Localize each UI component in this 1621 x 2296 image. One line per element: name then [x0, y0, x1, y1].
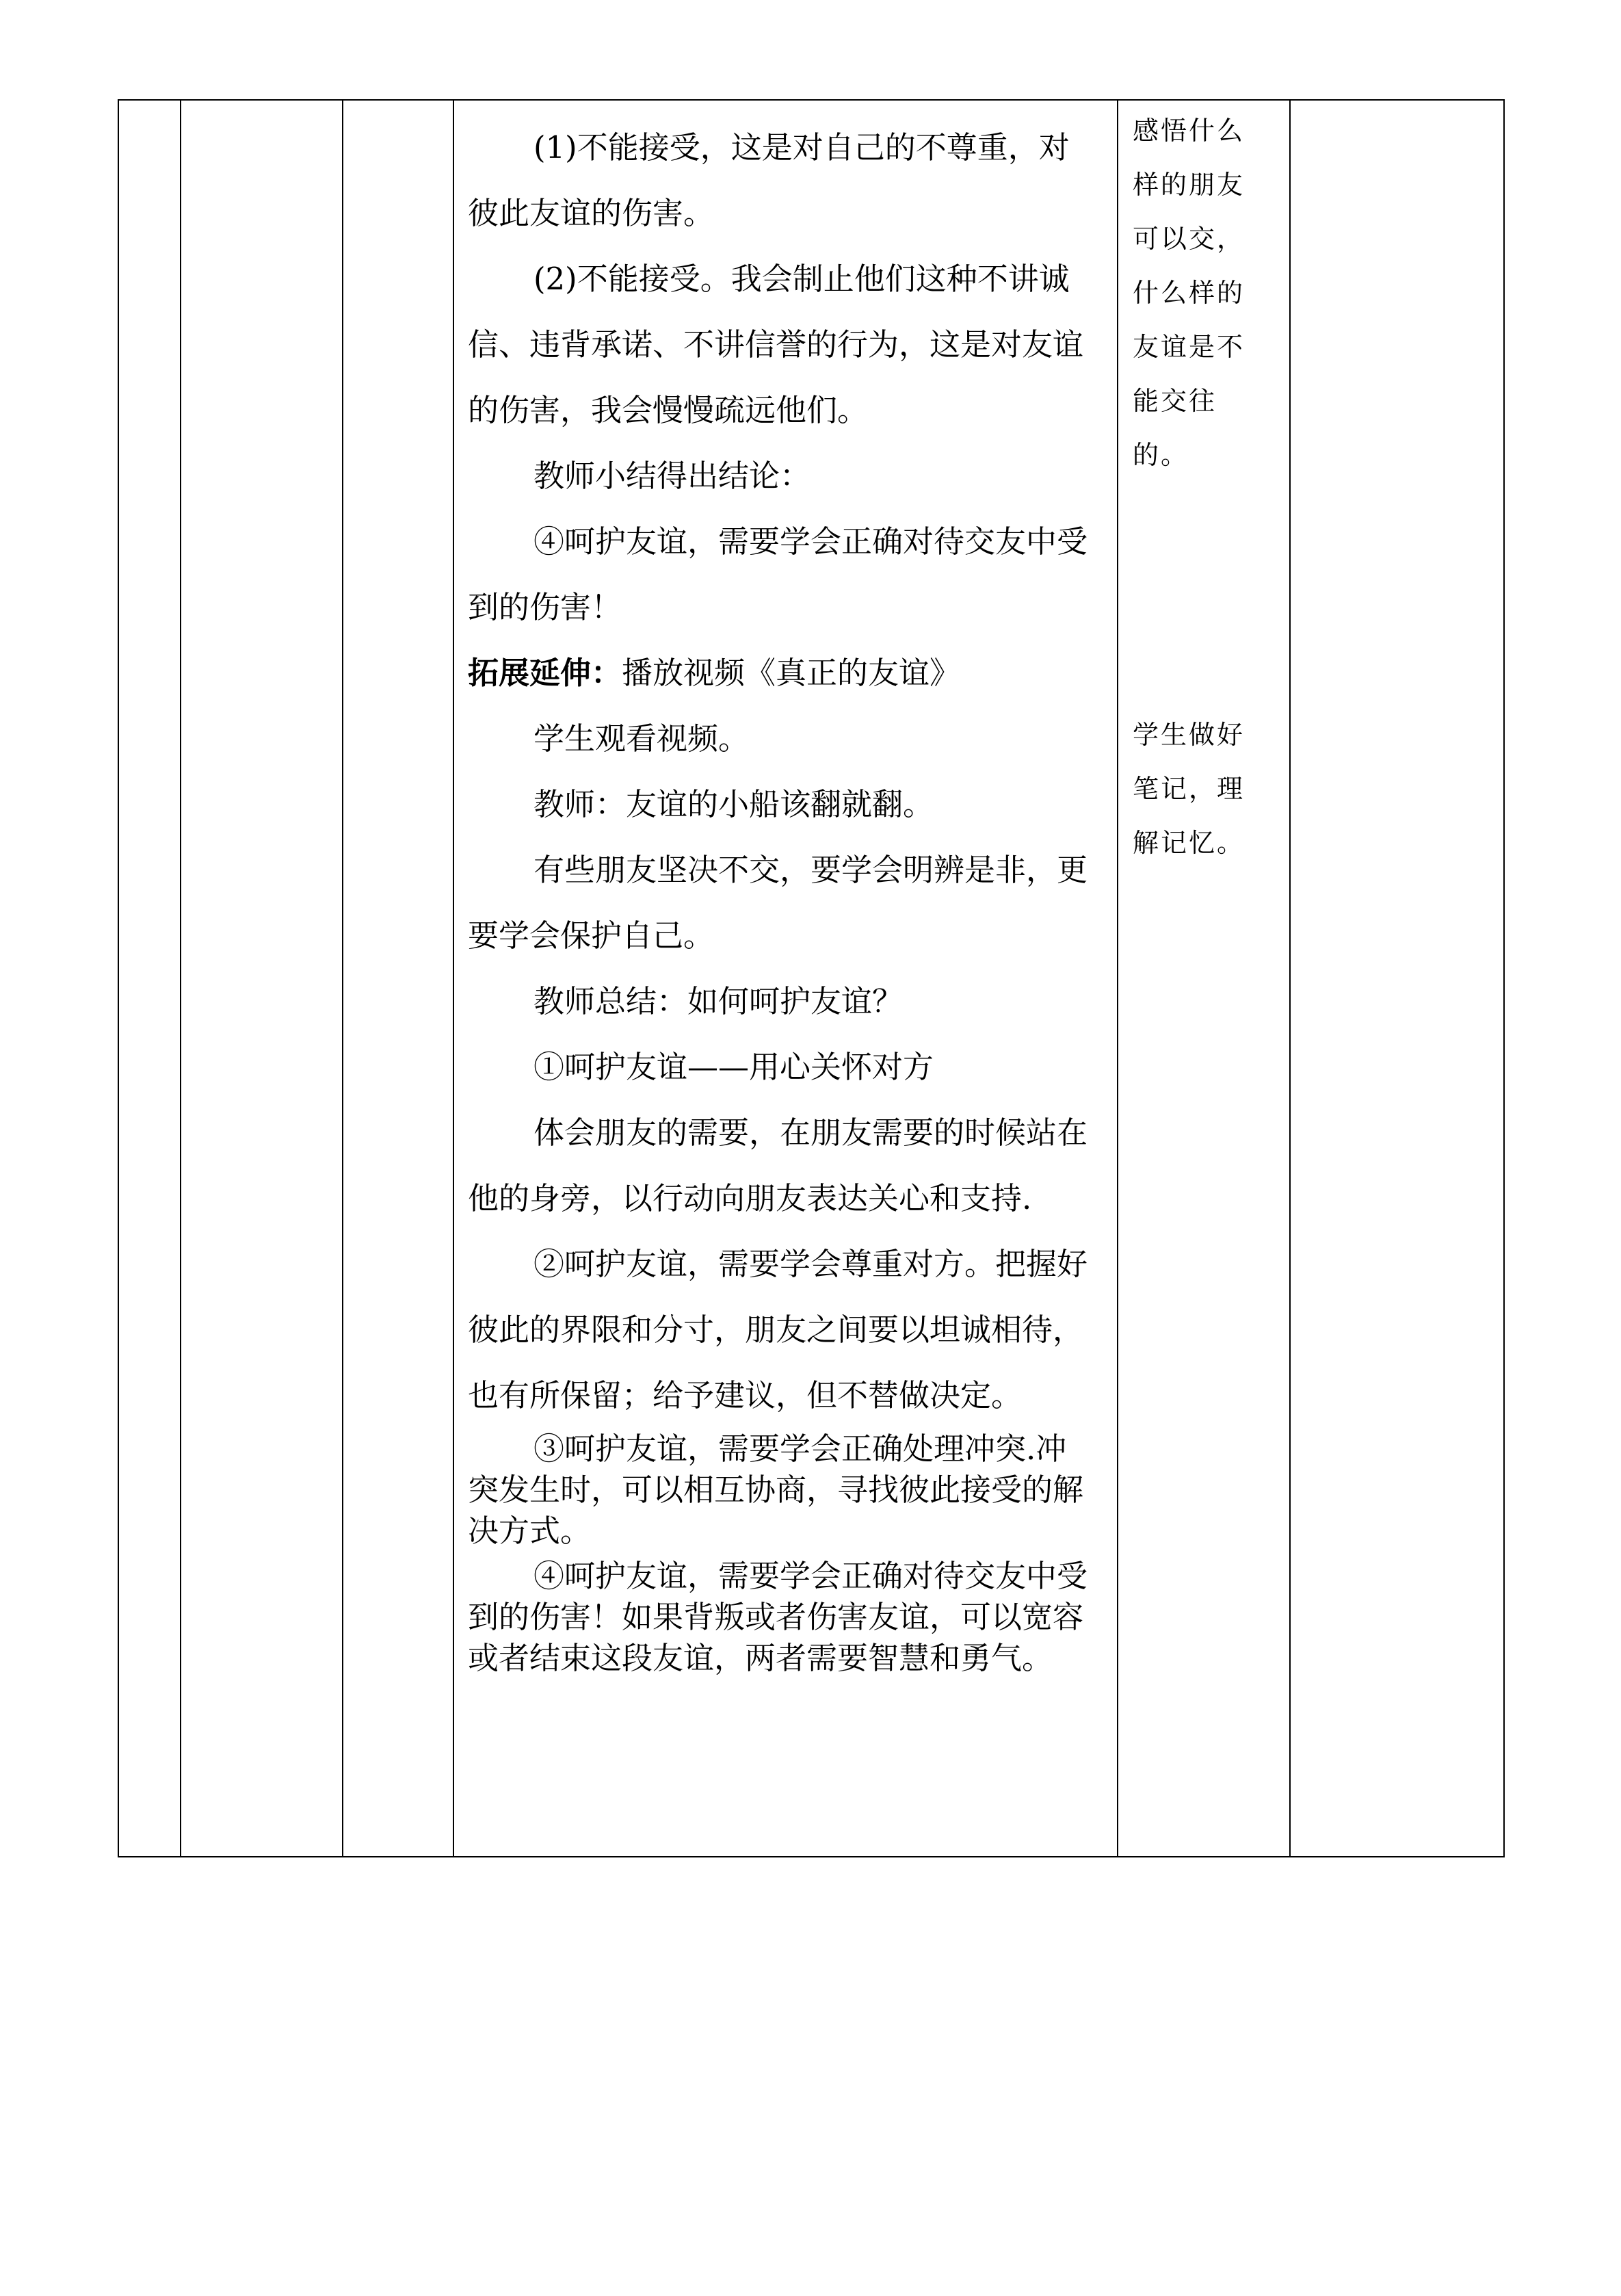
conclusion-point-4: ④呵护友谊，需要学会正确对待交友中受到的伤害！	[468, 523, 1088, 625]
summary-point-3: ③呵护友谊，需要学会正确处理冲突.冲突发生时，可以相互协商，寻找彼此接受的解决方式。	[468, 1431, 1084, 1549]
table-column-divider	[342, 99, 343, 1857]
summary-point-1: ①呵护友谊——用心关怀对方	[533, 1049, 934, 1085]
table-column-divider	[180, 99, 181, 1857]
summary-point-4: ④呵护友谊，需要学会正确对待交友中受到的伤害！如果背叛或者伤害友谊，可以宽容或者结束这段友谊，两者需要智慧和勇气。	[468, 1558, 1088, 1676]
summary-point-2: ②呵护友谊，需要学会尊重对方。把握好彼此的界限和分寸，朋友之间要以坦诚相待，也有所保留；给予建议，但不替做决定。	[468, 1246, 1088, 1413]
student-watch-video: 学生观看视频。	[533, 720, 750, 757]
teacher-remark: 教师：友谊的小船该翻就翻。	[533, 786, 934, 822]
friends-advice: 有些朋友坚决不交，要学会明辨是非，更要学会保护自己。	[468, 852, 1088, 954]
extension-label: 拓展延伸：	[468, 655, 622, 691]
table-column-divider	[1503, 99, 1505, 1857]
table-column-divider	[1289, 99, 1291, 1857]
teacher-final-summary: 教师总结：如何呵护友谊？	[533, 983, 904, 1019]
extension-text: 播放视频《真正的友谊》	[622, 655, 961, 691]
student-activity-note-1: 感悟什么样的朋友可以交，什么样的友谊是不能交往的。	[1133, 116, 1246, 470]
table-column-divider	[118, 99, 119, 1857]
extension-line	[468, 640, 1097, 706]
table-top-border	[118, 99, 1505, 101]
student-activity-note-2: 学生做好笔记，理解记忆。	[1133, 720, 1246, 858]
table-column-divider	[1117, 99, 1118, 1857]
teaching-process-cell	[468, 115, 1097, 1679]
table-bottom-border	[118, 1856, 1505, 1857]
student-answer-1: (1)不能接受，这是对自己的不尊重，对彼此友谊的伤害。	[468, 129, 1070, 231]
summary-point-1-detail: 体会朋友的需要，在朋友需要的时候站在他的身旁，以行动向朋友表达关心和支持.	[468, 1114, 1088, 1216]
teacher-summary-intro: 教师小结得出结论：	[533, 458, 811, 494]
table-column-divider	[453, 99, 454, 1857]
student-answer-2: (2)不能接受。我会制止他们这种不讲诚信、违背承诺、不讲信誉的行为，这是对友谊的伤害，我会慢慢疏远他们。	[468, 261, 1084, 428]
